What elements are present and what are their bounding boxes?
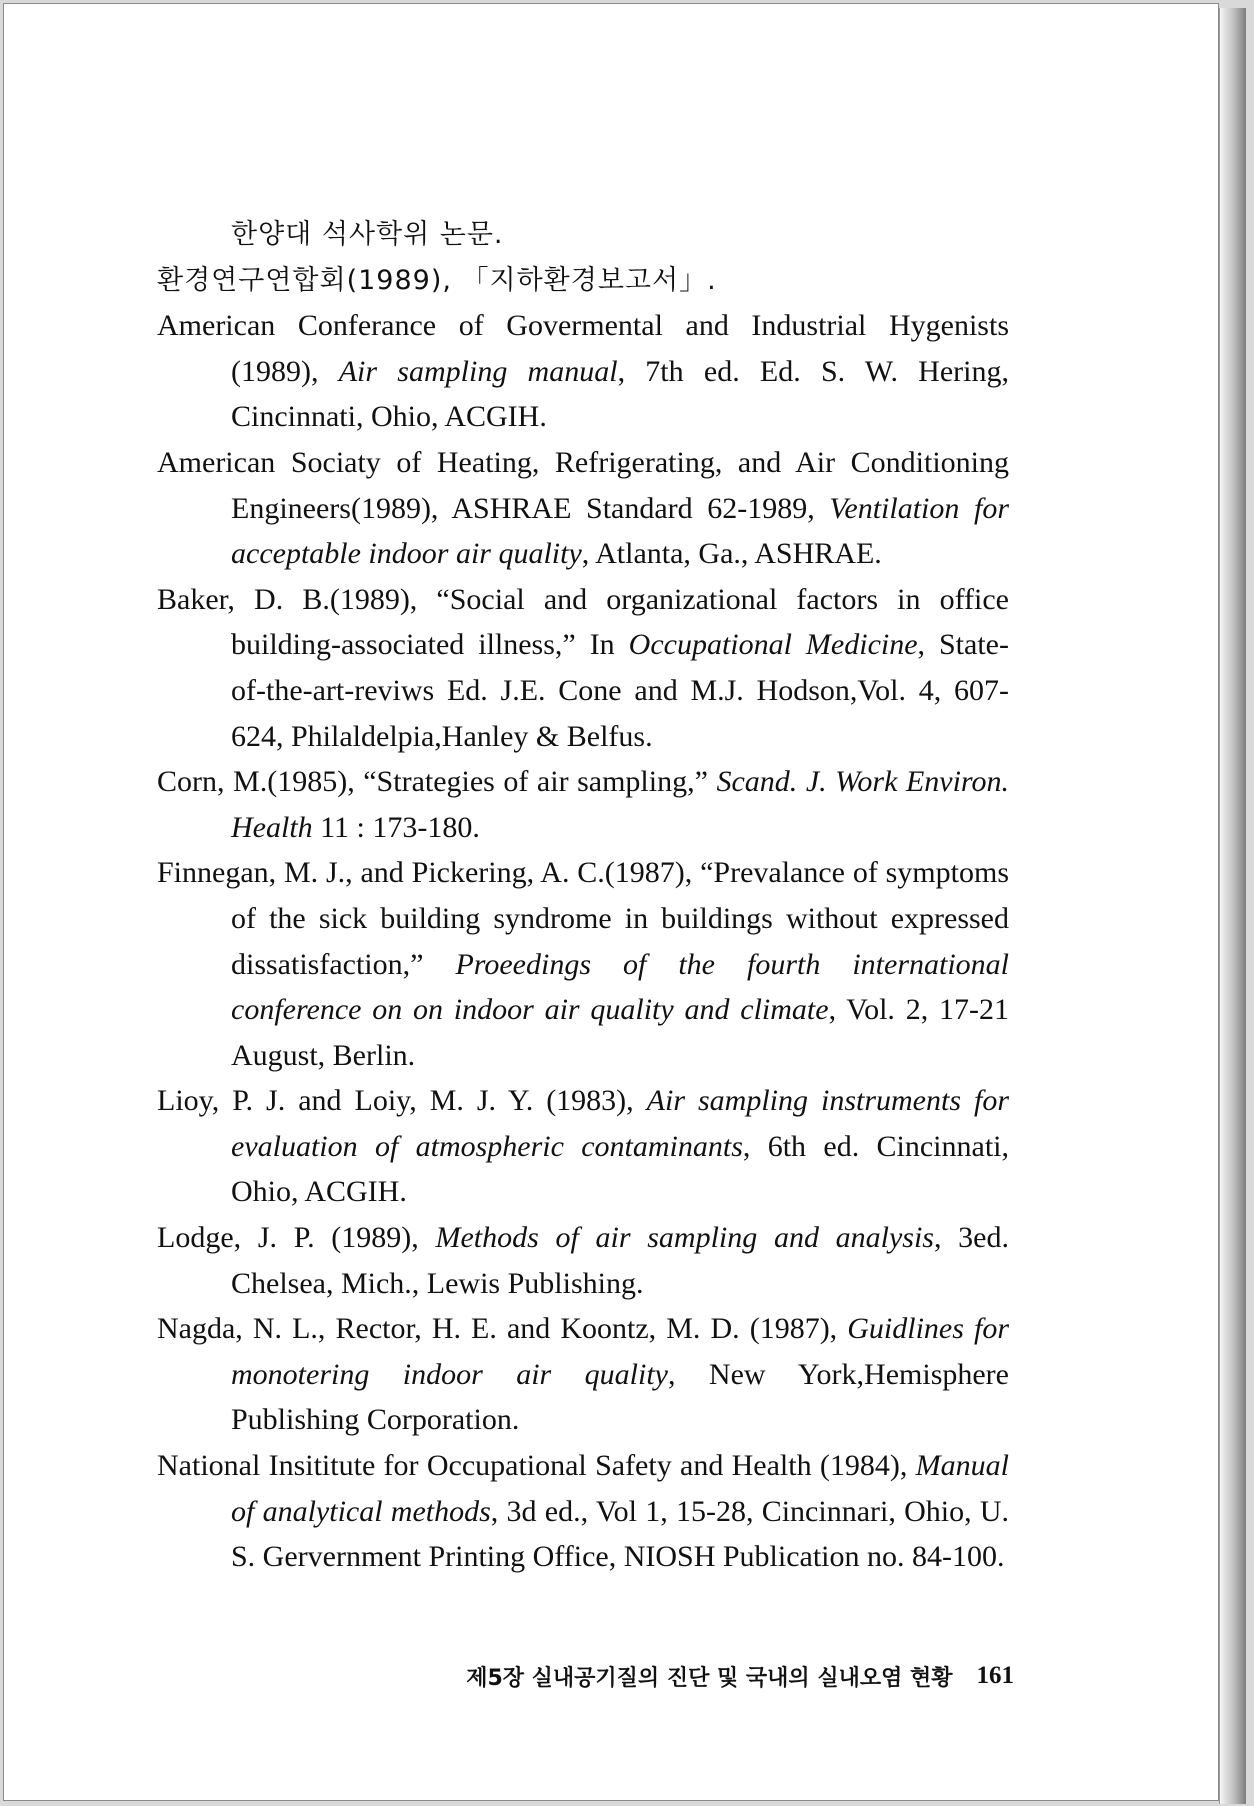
reference-title: Methods of air sampling and analysis <box>435 1221 934 1255</box>
reference-entry <box>157 850 1009 1078</box>
reference-authors: Corn, M.(1985), “Strategies of air sampling,” <box>157 765 717 799</box>
reference-entry <box>157 1078 1009 1215</box>
reference-details: , 7th ed. Ed. S. W. Hering, Cincinnati, Ohio, ACGIH. <box>231 354 1009 434</box>
reference-entry <box>157 440 1009 577</box>
reference-title: Guidlines for monotering indoor air quality <box>231 1312 1010 1391</box>
reference-entry <box>157 1443 1009 1580</box>
reference-text: 환경연구연합회(1989), 「지하환경보고서」. <box>157 264 717 296</box>
reference-text: 한양대 석사학위 논문. <box>231 219 504 250</box>
reference-details: , 6th ed. Cincinnati, Ohio, ACGIH. <box>231 1129 1009 1209</box>
chapter-title: 제5장 실내공기질의 진단 및 국내의 실내오염 현황 <box>466 1665 953 1691</box>
reference-list <box>157 212 1009 1580</box>
reference-details: , State-of-the-art-reviws Ed. J.E. Cone and M.J. Hodson,Vol. 4, 607-624, Philaldelpia,Hanley & Belfus. <box>231 628 1009 753</box>
reference-authors: Lioy, P. J. and Loiy, M. J. Y. (1983), <box>157 1084 647 1118</box>
reference-entry <box>157 258 1009 304</box>
page-number: 161 <box>976 1662 1014 1689</box>
reference-entry <box>157 1215 1009 1306</box>
reference-details: , 3d ed., Vol 1, 15-28, Cincinnari, Ohio, U. S. Gervernment Printing Office, NIOSH Publication no. 84-100. <box>231 1494 1009 1574</box>
reference-continuation <box>157 212 1009 258</box>
reference-authors: Baker, D. B.(1989), “Social and organizational factors in office building-associated illness,” In <box>157 582 1009 662</box>
reference-title: Scand. J. Work Environ. Health <box>231 765 1009 844</box>
running-footer <box>414 1656 1014 1696</box>
reference-title: Proeedings of the fourth international conference on on indoor air quality and climate <box>231 947 1010 1027</box>
reference-details: , Atlanta, Ga., ASHRAE. <box>581 537 882 571</box>
reference-entry <box>157 759 1009 850</box>
reference-title: Ventilation for acceptable indoor air quality <box>231 491 1010 571</box>
reference-entry <box>157 577 1009 759</box>
reference-title: Air sampling manual <box>338 354 618 388</box>
reference-authors: American Sociaty of Heating, Refrigerating, and Air Conditioning Engineers(1989), ASHRAE Standard 62-1989, <box>157 445 1009 525</box>
reference-entry <box>157 1306 1009 1443</box>
reference-authors: Finnegan, M. J., and Pickering, A. C.(1987), “Prevalance of symptoms of the sick building syndrome in buildings without expressed dissatisfaction,” <box>157 856 1009 981</box>
reference-details: , New York,Hemisphere Publishing Corporation. <box>231 1357 1009 1437</box>
reference-details: 11 : 173-180. <box>312 810 480 844</box>
reference-title: Occupational Medicine <box>628 628 918 662</box>
reference-entry <box>157 303 1009 440</box>
reference-authors: National Insititute for Occupational Safety and Health (1984), <box>157 1449 916 1483</box>
page-stack-edge <box>1219 8 1246 1804</box>
reference-title: Manual of analytical methods <box>231 1449 1009 1528</box>
reference-authors: Nagda, N. L., Rector, H. E. and Koontz, M. D. (1987), <box>157 1312 848 1346</box>
book-page <box>3 3 1219 1801</box>
reference-authors: Lodge, J. P. (1989), <box>157 1221 436 1255</box>
reference-details: , Vol. 2, 17-21 August, Berlin. <box>231 993 1009 1072</box>
reference-authors: American Conferance of Govermental and Industrial Hygenists (1989), <box>157 309 1009 388</box>
reference-title: Air sampling instruments for evaluation of atmospheric contaminants <box>231 1084 1009 1163</box>
reference-details: , 3ed. Chelsea, Mich., Lewis Publishing. <box>231 1221 1009 1300</box>
